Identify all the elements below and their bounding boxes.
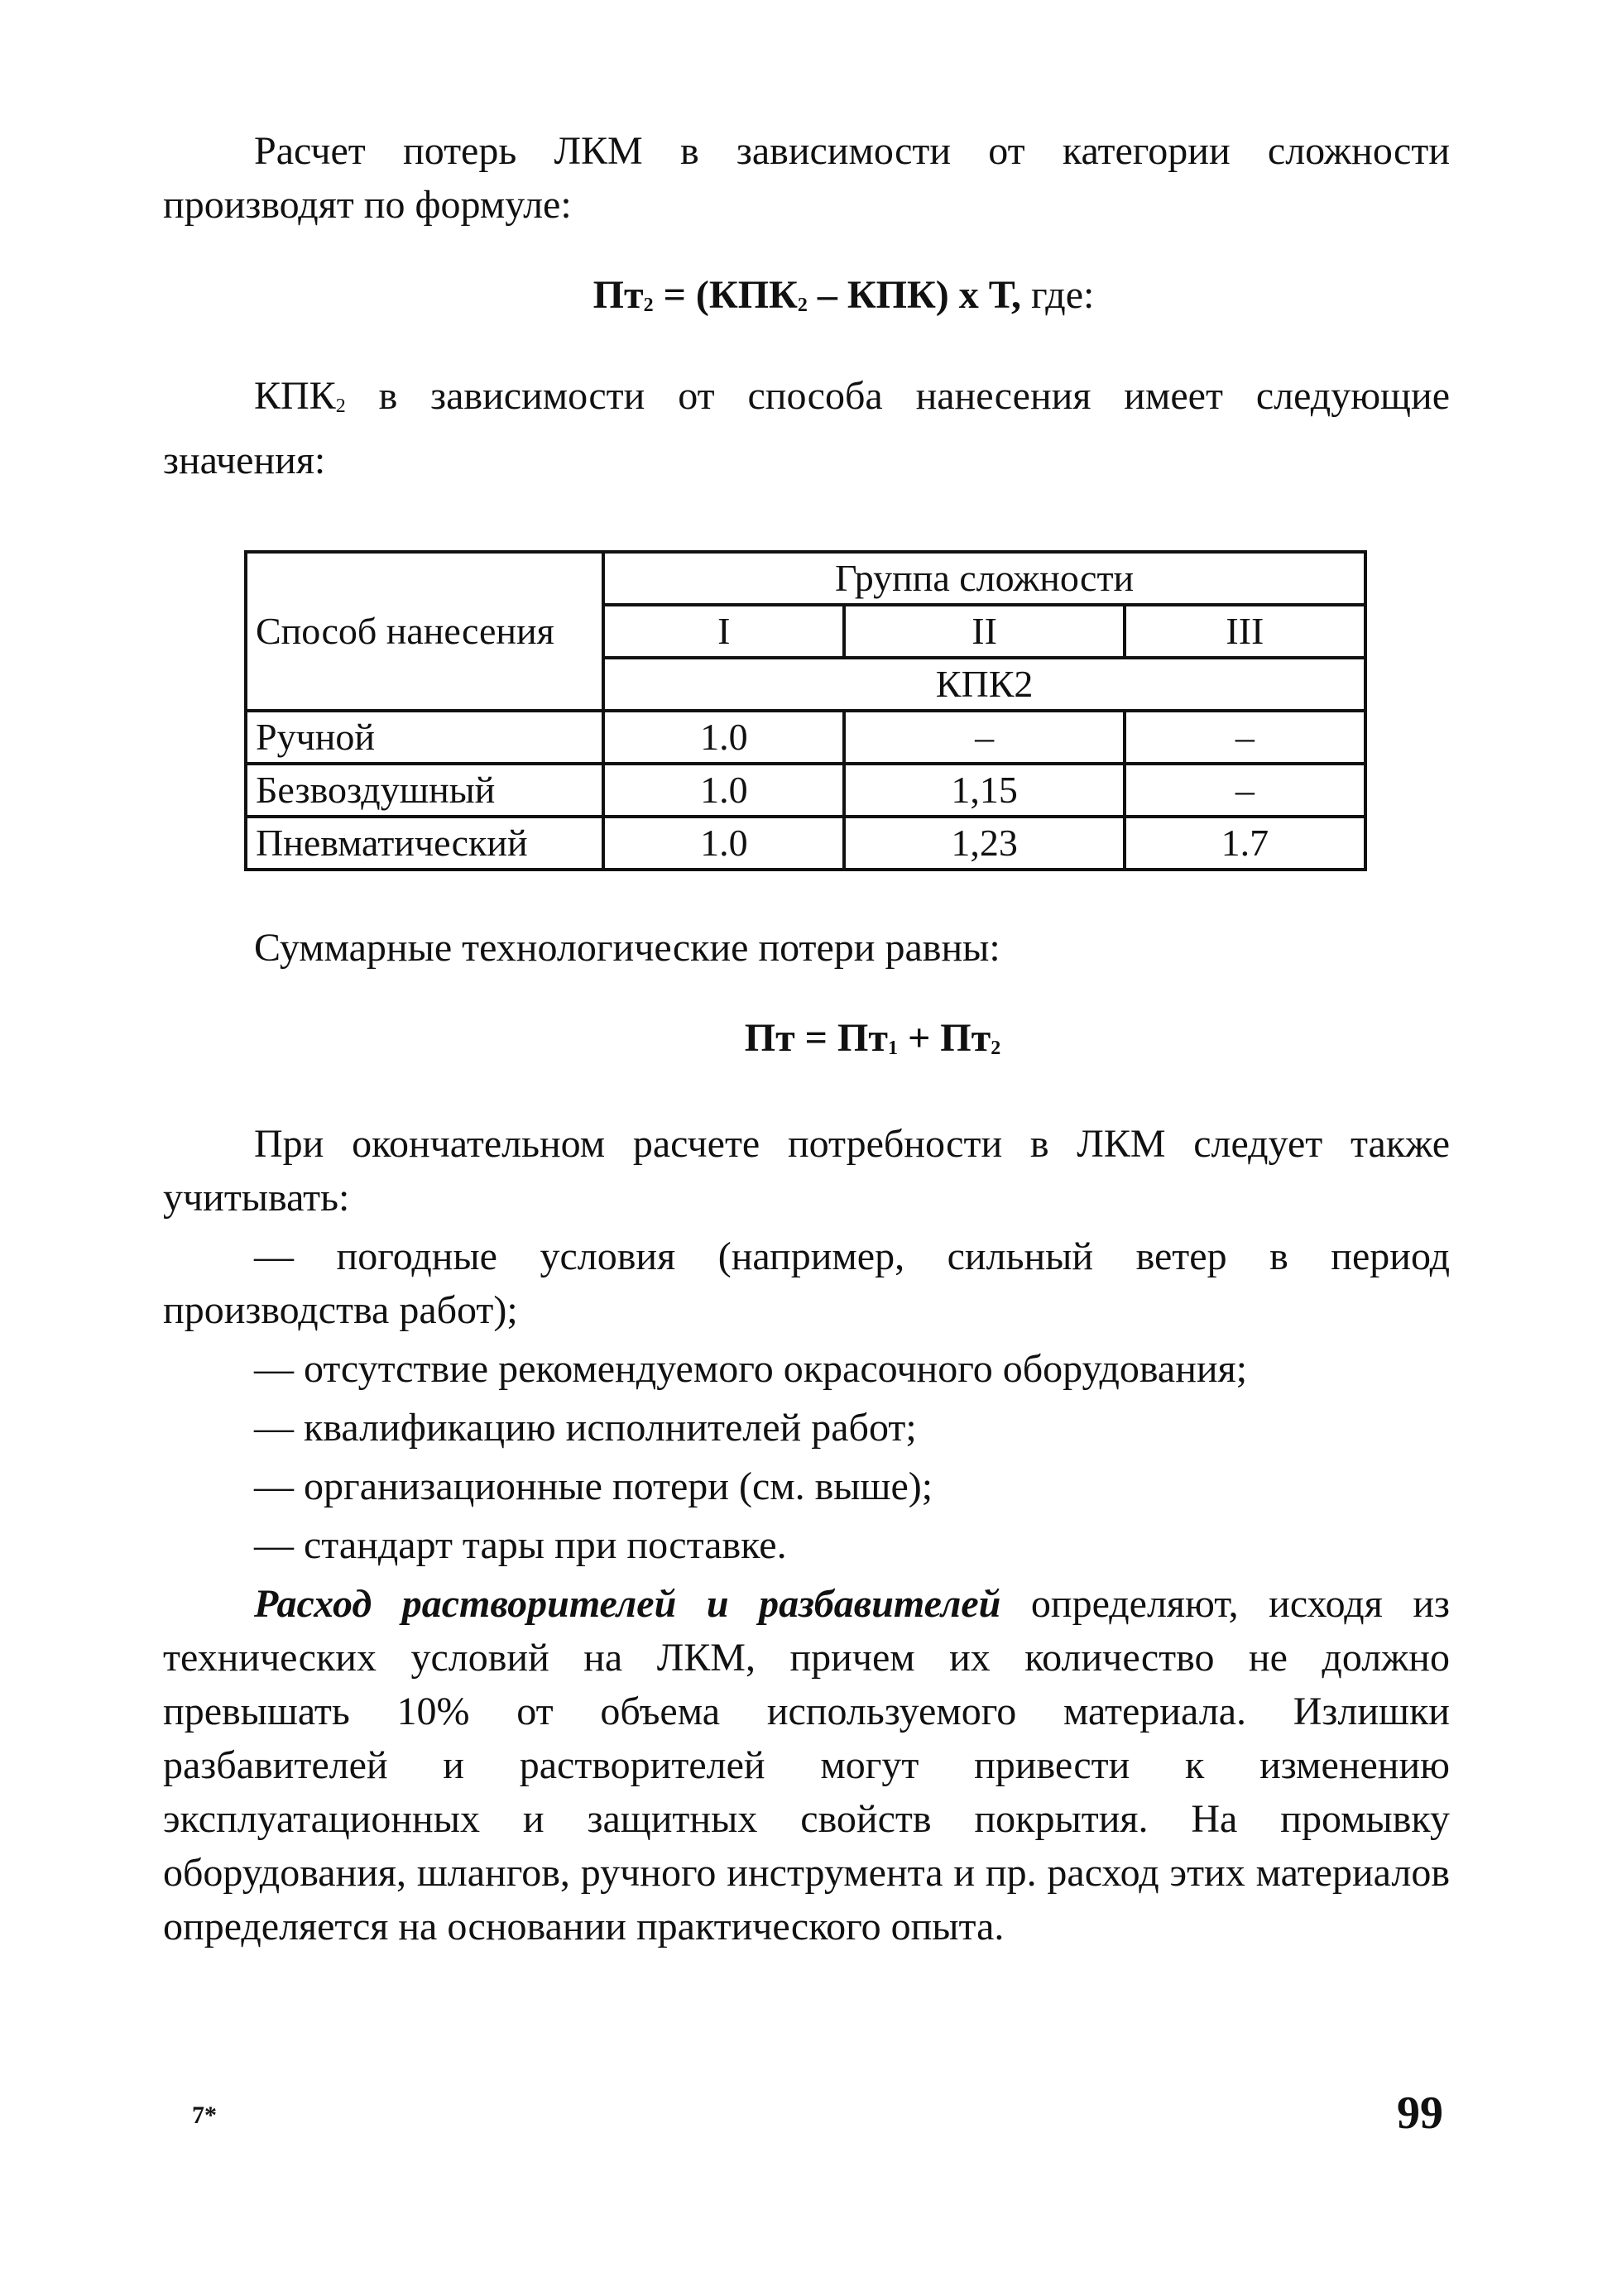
formula-pt2 [237,268,1450,333]
table-header-row-1 [246,552,1365,605]
header-group-3: III [1125,605,1365,658]
solvents-text: определяют, исходя из технических условий на ЛКМ, причем их количество не должно превышать 10% от объема используемого материала. Излишки разбавителей и растворителей могут привести к изменению эксплуатационных и защитных свойств покрытия. На промывку оборудования, шлангов, ручного инструмента и пр. расход этих материалов определяется на основании практического опыта. [163,1582,1450,1948]
list-item: — квалификацию исполнителей работ; [254,1406,917,1450]
header-kpk-cell: КПК2 [603,658,1365,711]
list-item: — стандарт тары при поставке. [254,1523,787,1567]
summary-paragraph: Суммарные технологические потери равны: [254,926,1000,970]
row-value: 1,23 [844,817,1124,870]
row-value: 1.0 [603,764,844,817]
row-value: – [1125,711,1365,764]
page-number: 99 [1397,2087,1443,2139]
formula-kpk-sub: 2 [797,295,808,316]
table-row [246,711,1365,764]
list-item: — организационные потери (см. выше); [254,1464,933,1508]
formula2-a: Пт = Пт [744,1016,888,1060]
kpk2-text: в зависимости от способа нанесения имеет следующие значения: [163,374,1450,482]
header-method-cell: Способ нанесения [246,552,603,711]
row-value: 1,15 [844,764,1124,817]
formula-pt-total [295,1011,1450,1076]
page-body [163,124,1450,1953]
formula-eq: = (КПК [653,273,798,317]
formula2-b: + Пт [897,1016,991,1060]
formula-lhs-sub: 2 [643,295,654,316]
row-method: Безвоздушный [246,764,603,817]
final-calc-paragraph: При окончательном расчете потребности в ЛКМ следует также учитывать: [163,1122,1450,1220]
kpk2-lead-sub: 2 [335,395,346,417]
formula-rest: – КПК) х Т, [807,273,1021,317]
table-row [246,764,1365,817]
solvents-paragraph [163,1577,1450,1953]
kpk2-paragraph [163,369,1450,487]
signature-mark: 7* [192,2102,217,2129]
kpk2-lead: КПК [254,374,336,418]
solvents-emphasis: Расход растворителей и разбавителей [254,1582,1001,1626]
list-item: — погодные условия (например, сильный ветер в период производства работ); [163,1234,1450,1332]
kpk2-table [244,550,1367,871]
formula-lhs: Пт [593,273,644,317]
formula-tail: где: [1020,273,1095,317]
header-group-1: I [603,605,844,658]
row-value: 1.0 [603,711,844,764]
header-group-2: II [844,605,1124,658]
list-item: — отсутствие рекомендуемого окрасочного оборудования; [254,1347,1248,1391]
row-value: – [1125,764,1365,817]
row-method: Пневматический [246,817,603,870]
table-row [246,817,1365,870]
formula2-a-sub: 1 [887,1038,898,1059]
row-value: 1.7 [1125,817,1365,870]
intro-paragraph: Расчет потерь ЛКМ в зависимости от категории сложности производят по формуле: [163,129,1450,227]
row-method: Ручной [246,711,603,764]
row-value: – [844,711,1124,764]
formula2-b-sub: 2 [991,1038,1001,1059]
row-value: 1.0 [603,817,844,870]
header-group-cell: Группа сложности [603,552,1365,605]
